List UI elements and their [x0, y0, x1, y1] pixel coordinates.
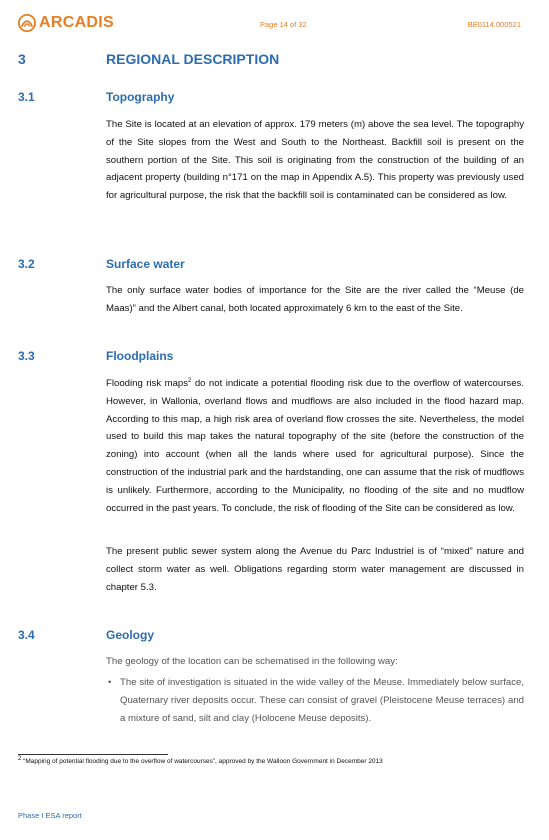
section-3-number: 3 [18, 51, 26, 67]
geology-bullet-text: The site of investigation is situated in the wide valley of the Meuse. Immediately below surface, Quaternary river deposits occur. These can consist of gravel (Pleistocene Meuse terraces) and a mixture of sand, silt and clay (Holocene Meuse deposits). [120, 677, 524, 724]
surface-water-paragraph: The only surface water bodies of importance for the Site are the river called the “Meuse (de Maas)” and the Albert canal, both located approximately 6 km to the east of the Site. [106, 285, 524, 314]
section-3-4-title: Geology [106, 628, 155, 642]
section-3-3-number: 3.3 [18, 349, 35, 363]
section-3-2-title: Surface water [106, 257, 185, 271]
section-3-1-title: Topography [106, 90, 175, 104]
footnote-marker: 2 [18, 755, 22, 762]
logo-text: ARCADIS [39, 14, 114, 31]
list-item [106, 674, 524, 727]
section-3-1-number: 3.1 [18, 90, 35, 104]
arcadis-logo [18, 14, 114, 32]
floodplains-paragraph-1 [106, 375, 524, 517]
footnote-divider [18, 754, 168, 755]
bullet-icon: • [108, 677, 112, 688]
footnote-ref: 2 [188, 377, 192, 384]
footnote [18, 755, 528, 765]
document-id: BE0114.000521 [467, 20, 521, 29]
geology-intro: The geology of the location can be schematised in the following way: [106, 656, 398, 667]
geology-bullet-list [106, 674, 524, 727]
topography-paragraph: The Site is located at an elevation of approx. 179 meters (m) above the sea level. The topography of the Site slopes from the West and South to the Northeast. Backfill soil is present on the southern portion of the Site. This soil is originating from the construction of the building of an adjacent property (building n°171 on the map in Appendix A.5). This property was previously used for agricultural purpose, the risk that the backfill soil is contaminated can be considered as low. [106, 119, 524, 202]
floodplains-text-start: Flooding risk maps [106, 378, 189, 389]
section-3-4-number: 3.4 [18, 628, 35, 642]
floodplains-paragraph-2: The present public sewer system along the Avenue du Parc Industriel is of “mixed” nature and collect storm water as well. Obligations regarding storm water management are discussed in chapter 5.3. [106, 546, 524, 593]
section-3-3-title: Floodplains [106, 349, 174, 363]
page-footer: Phase I ESA report [18, 811, 82, 820]
page-header [18, 14, 531, 38]
section-3-title: REGIONAL DESCRIPTION [106, 51, 280, 67]
floodplains-text-rest: do not indicate a potential flooding risk due to the overflow of watercourses. However, in Wallonia, overland flows and mudflows are also included in the flood hazard map. According to this map, a high risk area of overland flow crosses the site. Nevertheless, the model used to build this map takes the natural topography of the site (before the construction of the zoning) into account (when all the lands where used for agricultural purpose). Since the construction of the industrial park and the hardstanding, one can assume that the risk of mudflows is unlikely. Furthermore, according to the Municipality, no flooding of the site and no mudflow occurred in the past years. To conclude, the risk of flooding of the Site can be considered as low. [106, 378, 524, 514]
page-number: Page 14 of 32 [260, 20, 307, 29]
section-3-2-number: 3.2 [18, 257, 35, 271]
footnote-text: “Mapping of potential flooding due to the overflow of watercourses”, approved by the Walloon Government in December 2013 [21, 758, 383, 765]
arcadis-logo-icon [18, 14, 36, 32]
